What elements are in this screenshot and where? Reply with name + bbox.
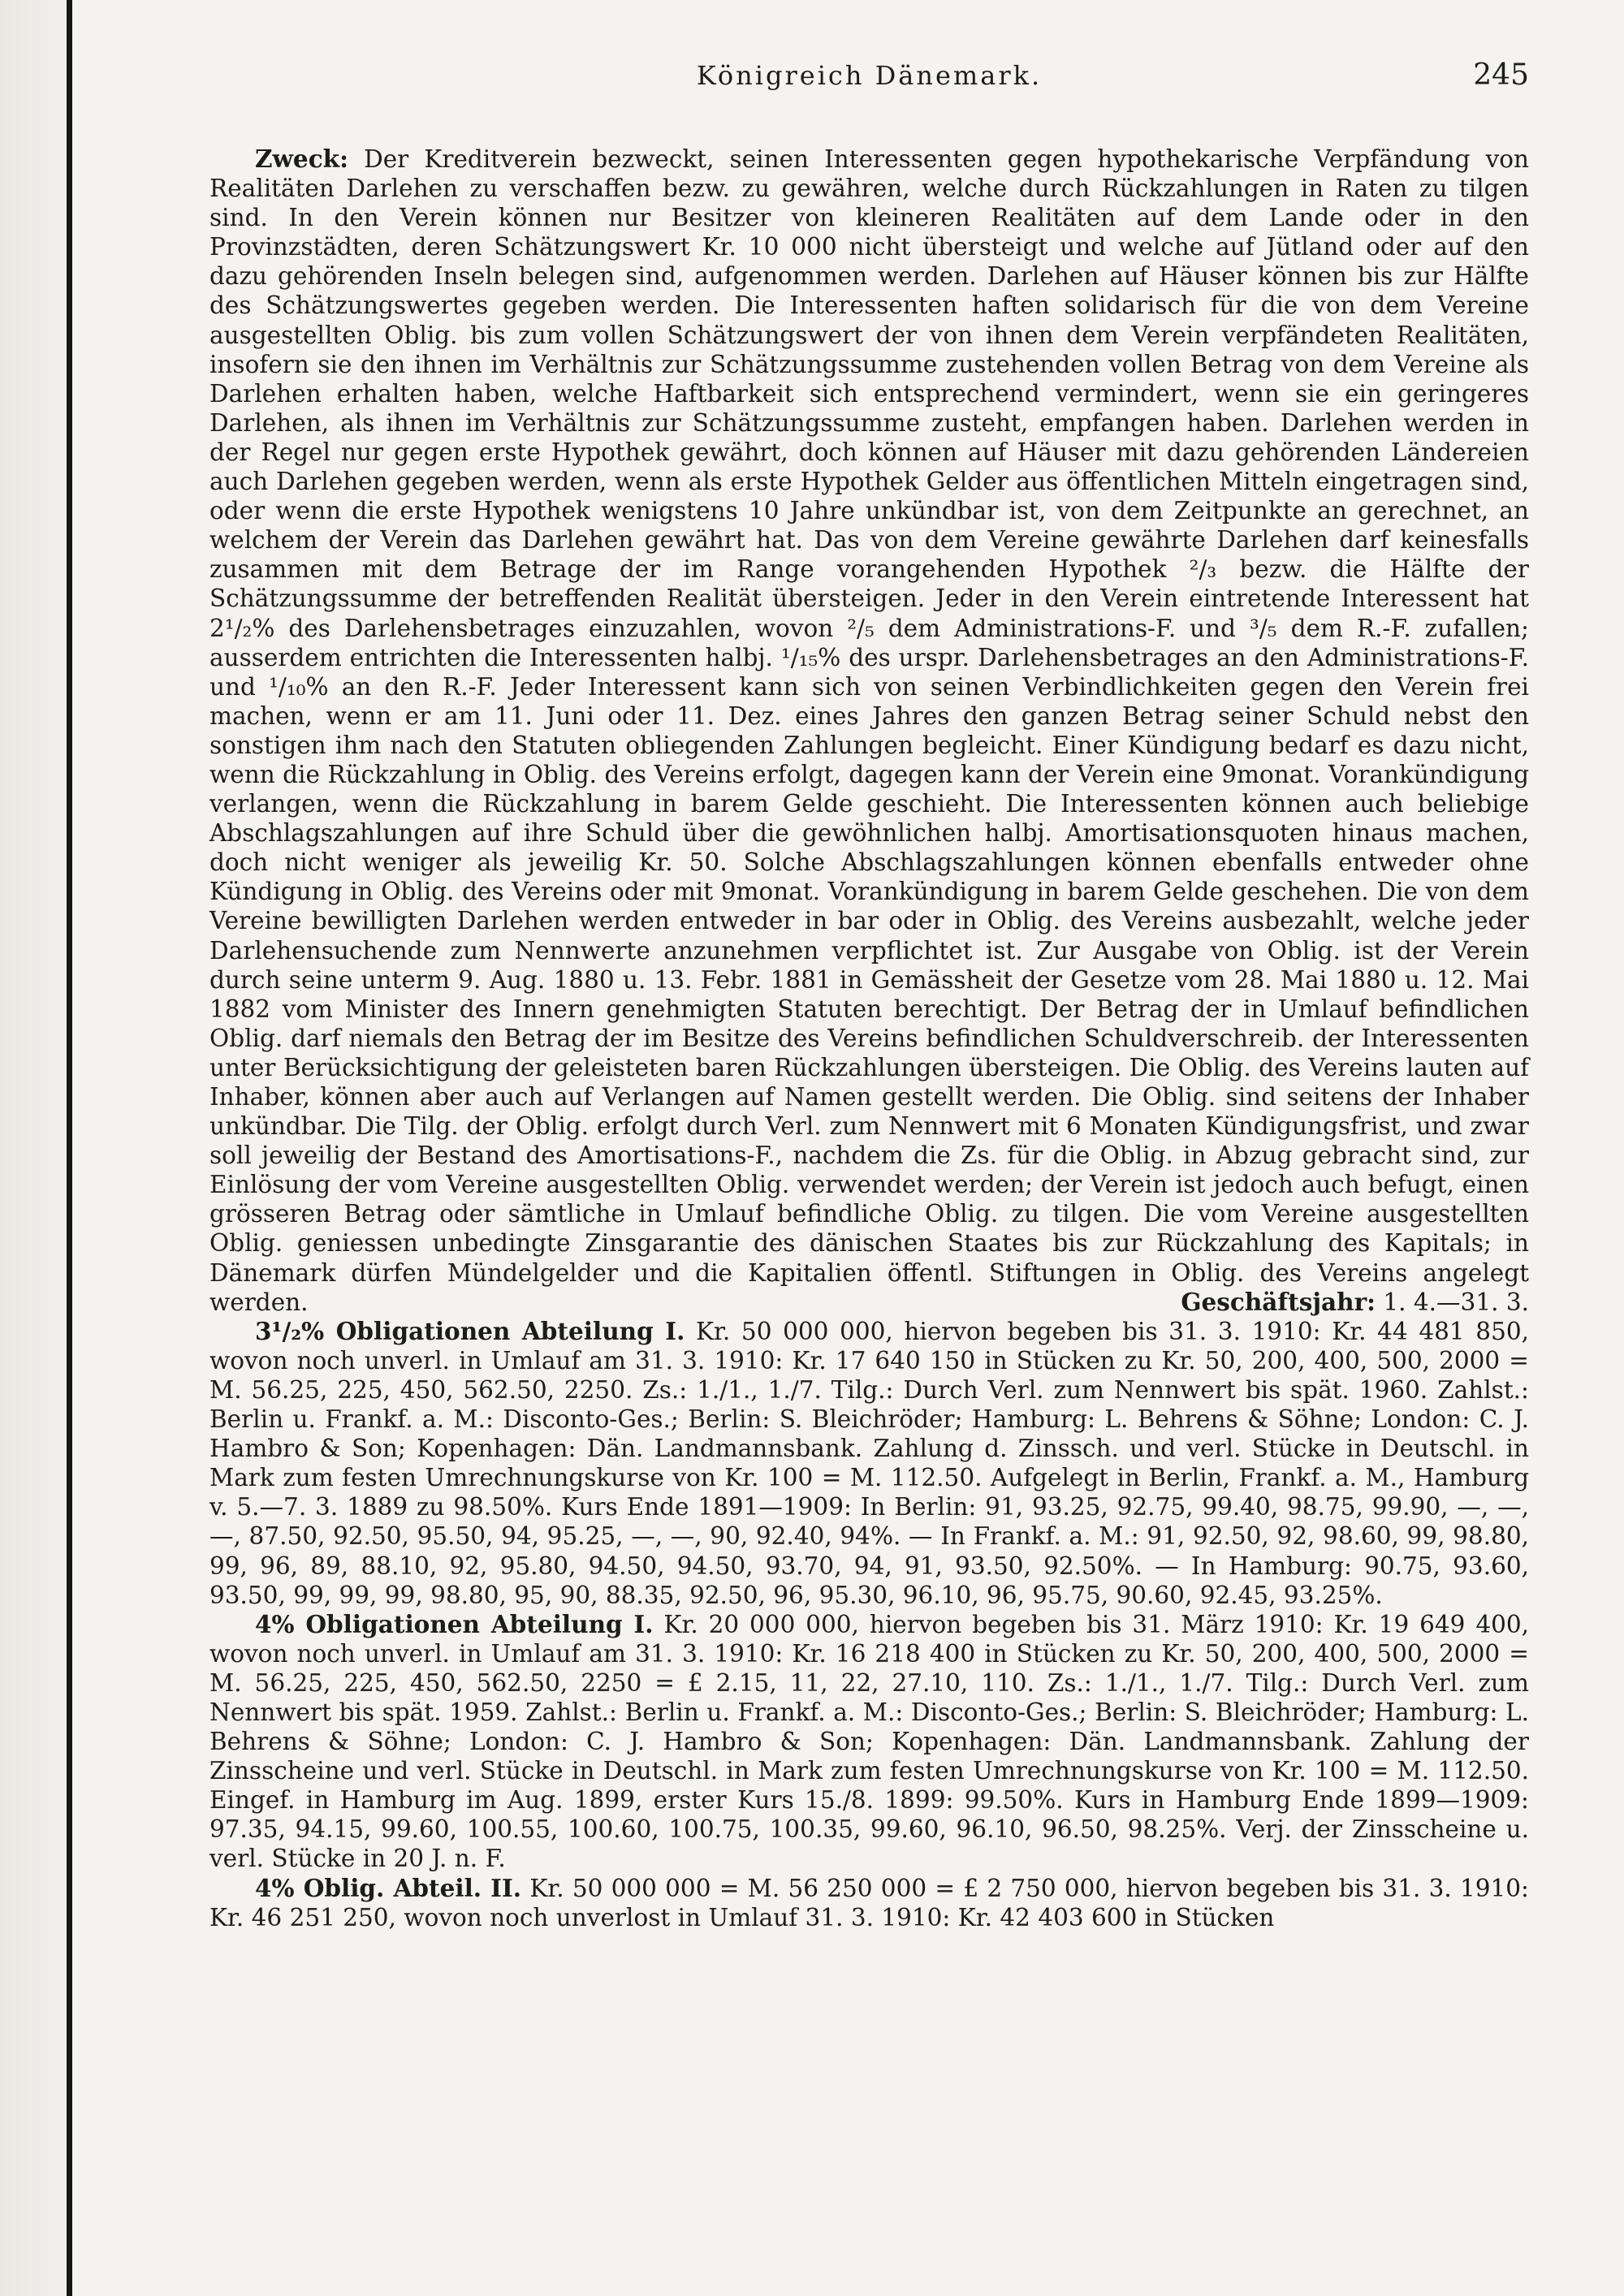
geschaeftsjahr-value: 1. 4.—31. 3. — [1383, 1288, 1529, 1316]
geschaeftsjahr-label: Geschäftsjahr: — [1181, 1287, 1376, 1316]
page-number: 245 — [1473, 58, 1529, 92]
scan-margin — [0, 0, 67, 2296]
page — [209, 57, 1529, 1932]
section-obligationen-3-5-abt-1 — [209, 1317, 1529, 1610]
zweck-text: Der Kreditverein bezweckt, seinen Interessenten gegen hypothekarische Verpfändung von Realitäten Darlehen zu verschaffen bezw. zu gewähren, welche durch Rückzahlungen in Raten zu tilgen sind. In den Verein können nur Besitzer von kleineren Realitäten auf dem Lande oder in den Provinzstädten, deren Schätzungswert Kr. 10 000 nicht übersteigt und welche auf Jütland oder auf den dazu gehörenden Inseln belegen sind, aufgenommen werden. Darlehen auf Häuser können bis zur Hälfte des Schätzungswertes gegeben werden. Die Interessenten haften solidarisch für die von dem Vereine ausgestellten Oblig. bis zum vollen Schätzungswert der von ihnen dem Verein verpfändeten Realitäten, insofern sie den ihnen im Verhältnis zur Schätzungssumme zustehenden vollen Betrag von dem Vereine als Darlehen erhalten haben, welche Haftbarkeit sich entsprechend vermindert, wenn sie ein geringeres Darlehen, als ihnen im Verhältnis zur Schätzungssumme zusteht, empfangen haben. Darlehen werden in der Regel nur gegen erste Hypothek gewährt, doch können auf Häuser mit dazu gehörenden Ländereien auch Darlehen gegeben werden, wenn als erste Hypothek Gelder aus öffentlichen Mitteln eingetragen sind, oder wenn die erste Hypothek wenigstens 10 Jahre unkündbar ist, von dem Zeitpunkte an gerechnet, an welchem der Verein das Darlehen gewährt hat. Das von dem Vereine gewährte Darlehen darf keinesfalls zusammen mit dem Betrage der im Range vorangehenden Hypothek ²/₃ bezw. die Hälfte der Schätzungssumme der betreffenden Realität übersteigen. Jeder in den Verein eintretende Interessent hat 2¹/₂% des Darlehensbetrages einzuzahlen, wovon ²/₅ dem Administrations-F. und ³/₅ dem R.-F. zufallen; ausserdem entrichten die Interessenten halbj. ¹/₁₅% des urspr. Darlehensbetrages an den Administrations-F. und ¹/₁₀% an den R.-F. Jeder Interessent kann sich von seinen Verbindlichkeiten gegen den Verein frei machen, wenn er am 11. Juni oder 11. Dez. eines Jahres den ganzen Betrag seiner Schuld nebst den sonstigen ihm nach den Statuten obliegenden Zahlungen begleicht. Einer Kündigung bedarf es dazu nicht, wenn die Rückzahlung in Oblig. des Vereins erfolgt, dagegen kann der Verein eine 9monat. Vorankündigung verlangen, wenn die Rückzahlung in barem Gelde geschieht. Die Interessenten können auch beliebige Abschlagszahlungen auf ihre Schuld über die gewöhnlichen halbj. Amortisationsquoten hinaus machen, doch nicht weniger als jeweilig Kr. 50. Solche Abschlagszahlungen können ebenfalls entweder ohne Kündigung in Oblig. des Vereins oder mit 9monat. Vorankündigung in barem Gelde geschehen. Die von dem Vereine bewilligten Darlehen werden entweder in bar oder in Oblig. des Vereins ausbezahlt, welche jeder Darlehensuchende zum Nennwerte anzunehmen verpflichtet ist. Zur Ausgabe von Oblig. ist der Verein durch seine unterm 9. Aug. 1880 u. 13. Febr. 1881 in Gemässheit der Gesetze vom 28. Mai 1880 u. 12. Mai 1882 vom Minister des Innern genehmigten Statuten berechtigt. Der Betrag der in Umlauf befindlichen Oblig. darf niemals den Betrag der im Besitze des Vereins befindlichen Schuldverschreib. der Interessenten unter Berücksichtigung der geleisteten baren Rückzahlungen übersteigen. Die Oblig. des Vereins lauten auf Inhaber, können aber auch auf Verlangen auf Namen gestellt werden. Die Oblig. sind seitens der Inhaber unkündbar. Die Tilg. der Oblig. erfolgt durch Verl. zum Nennwert mit 6 Monaten Kündigungsfrist, und zwar soll jeweilig der Bestand des Amortisations-F., nachdem die Zs. für die Oblig. in Abzug gebracht sind, zur Einlösung der vom Vereine ausgestellten Oblig. verwendet werden; der Verein ist jedoch auch befugt, einen grösseren Betrag oder sämtliche in Umlauf befindliche Oblig. zu tilgen. Die vom Vereine ausgestellten Oblig. geniessen unbedingte Zinsgarantie des dänischen Staates bis zur Rückzahlung des Kapitals; in Dänemark dürfen Mündelgelder und die Kapitalien öffentl. Stiftungen in Oblig. des Vereins angelegt werden. — [209, 145, 1529, 1316]
section-text: Kr. 50 000 000, hiervon begeben bis 31. 3. 1910: Kr. 44 481 850, wovon noch unverl. in Umlauf am 31. 3. 1910: Kr. 17 640 150 in Stücken zu Kr. 50, 200, 400, 500, 2000 = M. 56.25, 225, 450, 562.50, 2250. Zs.: 1./1., 1./7. Tilg.: Durch Verl. zum Nennwert bis spät. 1960. Zahlst.: Berlin u. Frankf. a. M.: Disconto-Ges.; Berlin: S. Bleichröder; Hamburg: L. Behrens & Söhne; London: C. J. Hambro & Son; Kopenhagen: Dän. Landmannsbank. Zahlung d. Zinssch. und verl. Stücke in Deutschl. in Mark zum festen Umrechnungskurse von Kr. 100 = M. 112.50. Aufgelegt in Berlin, Frankf. a. M., Hamburg v. 5.—7. 3. 1889 zu 98.50%. Kurs Ende 1891—1909: In Berlin: 91, 93.25, 92.75, 99.40, 98.75, 99.90, —, —, —, 87.50, 92.50, 95.50, 94, 95.25, —, —, 90, 92.40, 94%. — In Frankf. a. M.: 91, 92.50, 92, 98.60, 99, 98.80, 99, 96, 89, 88.10, 92, 95.80, 94.50, 94.50, 93.70, 94, 91, 93.50, 92.50%. — In Hamburg: 90.75, 93.60, 93.50, 99, 99, 99, 98.80, 95, 90, 88.35, 92.50, 96, 95.30, 96.10, 96, 95.75, 90.60, 92.45, 93.25%. — [209, 1317, 1529, 1609]
zweck-paragraph — [209, 145, 1529, 1317]
section-heading: 3¹/₂% Obligationen Abteilung I. — [255, 1316, 685, 1345]
running-head — [209, 57, 1529, 106]
running-title: Königreich Dänemark. — [696, 60, 1043, 91]
section-text: Kr. 20 000 000, hiervon begeben bis 31. März 1910: Kr. 19 649 400, wovon noch unverl. in Umlauf am 31. 3. 1910: Kr. 16 218 400 in Stücken zu Kr. 50, 200, 400, 500, 2000 = M. 56.25, 225, 450, 562.50, 2250 = £ 2.15, 11, 22, 27.10, 110. Zs.: 1./1., 1./7. Tilg.: Durch Verl. zum Nennwert bis spät. 1959. Zahlst.: Berlin u. Frankf. a. M.: Disconto-Ges.; Berlin: S. Bleichröder; Hamburg: L. Behrens & Söhne; London: C. J. Hambro & Son; Kopenhagen: Dän. Landmannsbank. Zahlung der Zinsscheine und verl. Stücke in Deutschl. in Mark zum festen Umrechnungskurse von Kr. 100 = M. 112.50. Eingef. in Hamburg im Aug. 1899, erster Kurs 15./8. 1899: 99.50%. Kurs in Hamburg Ende 1899—1909: 97.35, 94.15, 99.60, 100.55, 100.60, 100.75, 100.35, 99.60, 96.10, 96.50, 98.25%. Verj. der Zinsscheine u. verl. Stücke in 20 J. n. F. — [209, 1610, 1530, 1873]
geschaeftsjahr — [1135, 1288, 1529, 1317]
body-text — [209, 145, 1529, 1932]
page-binding-edge — [67, 0, 72, 2296]
section-obligationen-4-abt-2 — [209, 1874, 1529, 1932]
section-obligationen-4-abt-1 — [209, 1610, 1529, 1874]
section-heading: 4% Oblig. Abteil. II. — [255, 1873, 522, 1902]
section-heading: 4% Obligationen Abteilung I. — [255, 1609, 654, 1638]
zweck-label: Zweck: — [255, 145, 348, 173]
section-text: Kr. 50 000 000 = M. 56 250 000 = £ 2 750 000, hiervon begeben bis 31. 3. 1910: Kr. 46 251 250, wovon noch unverlost in Umlauf 31. 3. 1910: Kr. 42 403 600 in Stücken — [209, 1874, 1529, 1931]
